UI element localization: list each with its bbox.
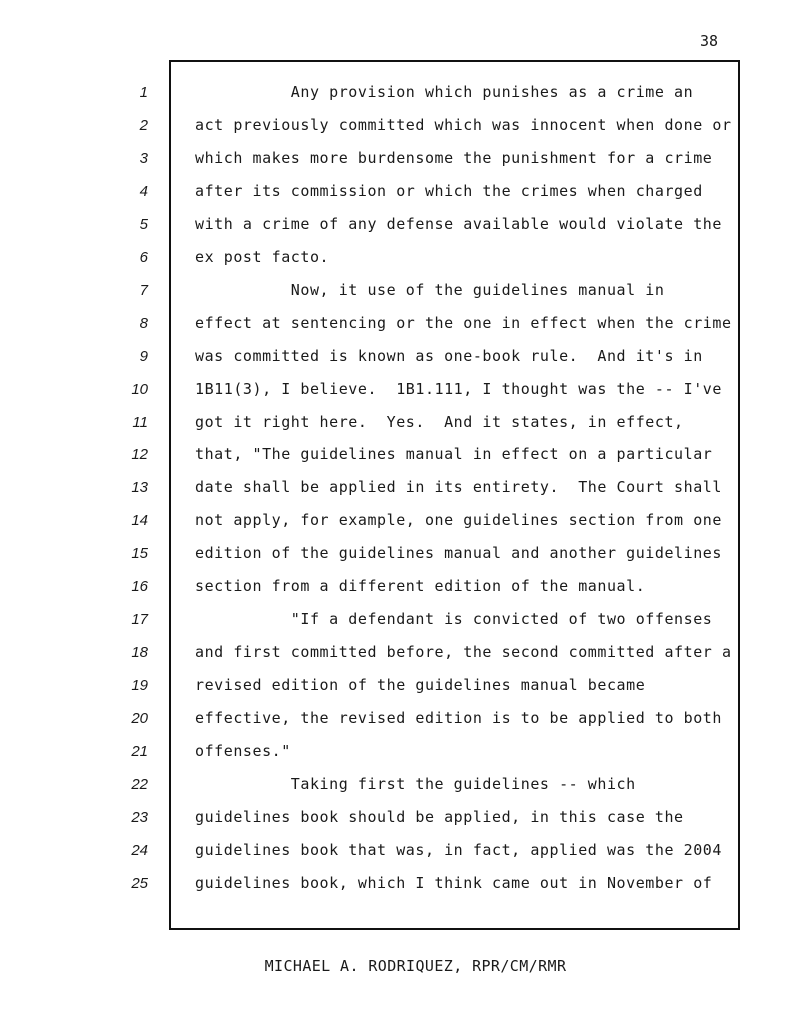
line-text: Any provision which punishes as a crime an xyxy=(195,83,694,101)
transcript-line xyxy=(0,834,791,867)
line-text: Taking first the guidelines -- which xyxy=(195,774,636,793)
line-text: that, "The guidelines manual in effect on a particular xyxy=(195,445,713,464)
line-text: ex post facto. xyxy=(195,247,330,266)
line-text: with a crime of any defense available would violate the xyxy=(195,214,722,233)
transcript-line xyxy=(0,76,791,109)
line-text: effective, the revised edition is to be applied to both xyxy=(195,709,722,728)
line-number: 15 xyxy=(131,545,148,563)
line-number: 20 xyxy=(131,710,148,728)
line-text: which makes more burdensome the punishment for a crime xyxy=(195,148,713,167)
line-number: 13 xyxy=(131,479,148,497)
line-number: 22 xyxy=(131,775,148,793)
line-text: date shall be applied in its entirety. The Court shall xyxy=(195,478,722,497)
line-text: 1B11(3), I believe. 1B1.111, I thought was the -- I've xyxy=(195,379,722,398)
transcript-line xyxy=(0,109,791,142)
line-text: got it right here. Yes. And it states, in effect, xyxy=(195,412,684,431)
transcript-line xyxy=(0,570,791,603)
line-number: 4 xyxy=(139,182,148,200)
transcript-line xyxy=(0,406,791,439)
line-text: "If a defendant is convicted of two offenses xyxy=(195,610,713,629)
transcript-line xyxy=(0,867,791,900)
transcript-line xyxy=(0,208,791,241)
line-text: after its commission or which the crimes when charged xyxy=(195,181,703,200)
transcript-line xyxy=(0,471,791,504)
transcript-line xyxy=(0,241,791,274)
line-number: 12 xyxy=(131,446,148,464)
line-number: 17 xyxy=(131,611,148,629)
transcript-line xyxy=(0,373,791,406)
transcript-line xyxy=(0,274,791,307)
transcript-line xyxy=(0,537,791,570)
line-number: 11 xyxy=(132,413,148,431)
line-text: act previously committed which was innocent when done or xyxy=(195,115,732,134)
line-text: guidelines book that was, in fact, applied was the 2004 xyxy=(195,840,722,859)
line-text: was committed is known as one-book rule. And it's in xyxy=(195,346,703,365)
transcript-line xyxy=(0,142,791,175)
transcript-line xyxy=(0,603,791,636)
line-number: 10 xyxy=(131,380,148,398)
transcript-line xyxy=(0,175,791,208)
transcript-line xyxy=(0,340,791,373)
line-text: and first committed before, the second committed after a xyxy=(195,643,732,662)
line-number: 25 xyxy=(131,874,148,892)
transcript-line xyxy=(0,438,791,471)
transcript-line xyxy=(0,768,791,801)
transcript-line xyxy=(0,735,791,768)
line-number: 9 xyxy=(139,347,148,365)
transcript-line xyxy=(0,801,791,834)
line-number: 8 xyxy=(139,314,148,332)
transcript-line xyxy=(0,669,791,702)
reporter-footer: MICHAEL A. RODRIQUEZ, RPR/CM/RMR xyxy=(264,957,567,975)
line-number: 7 xyxy=(139,281,148,299)
line-text: offenses." xyxy=(195,742,291,760)
line-number: 3 xyxy=(139,149,148,167)
line-number: 2 xyxy=(139,116,148,134)
transcript-line xyxy=(0,504,791,537)
transcript-line xyxy=(0,702,791,735)
line-text: guidelines book should be applied, in this case the xyxy=(195,807,684,826)
transcript-line xyxy=(0,307,791,340)
line-number: 16 xyxy=(131,578,148,596)
line-text: revised edition of the guidelines manual became xyxy=(195,676,646,695)
transcript-line xyxy=(0,636,791,669)
line-number: 21 xyxy=(131,743,148,760)
line-text: guidelines book, which I think came out in November of xyxy=(195,873,713,892)
line-number: 19 xyxy=(131,677,148,695)
line-number: 24 xyxy=(131,841,148,859)
line-text: effect at sentencing or the one in effect when the crime xyxy=(195,313,732,332)
line-number: 1 xyxy=(139,84,148,101)
line-number: 18 xyxy=(131,644,148,662)
line-text: section from a different edition of the manual. xyxy=(195,577,646,596)
line-text: Now, it use of the guidelines manual in xyxy=(195,280,665,299)
line-number: 14 xyxy=(131,512,148,530)
line-text: not apply, for example, one guidelines section from one xyxy=(195,511,722,530)
line-text: edition of the guidelines manual and another guidelines xyxy=(195,544,722,563)
line-number: 6 xyxy=(139,248,148,266)
line-number: 23 xyxy=(131,808,148,826)
page-number: 38 xyxy=(699,32,718,50)
line-number: 5 xyxy=(139,215,148,233)
